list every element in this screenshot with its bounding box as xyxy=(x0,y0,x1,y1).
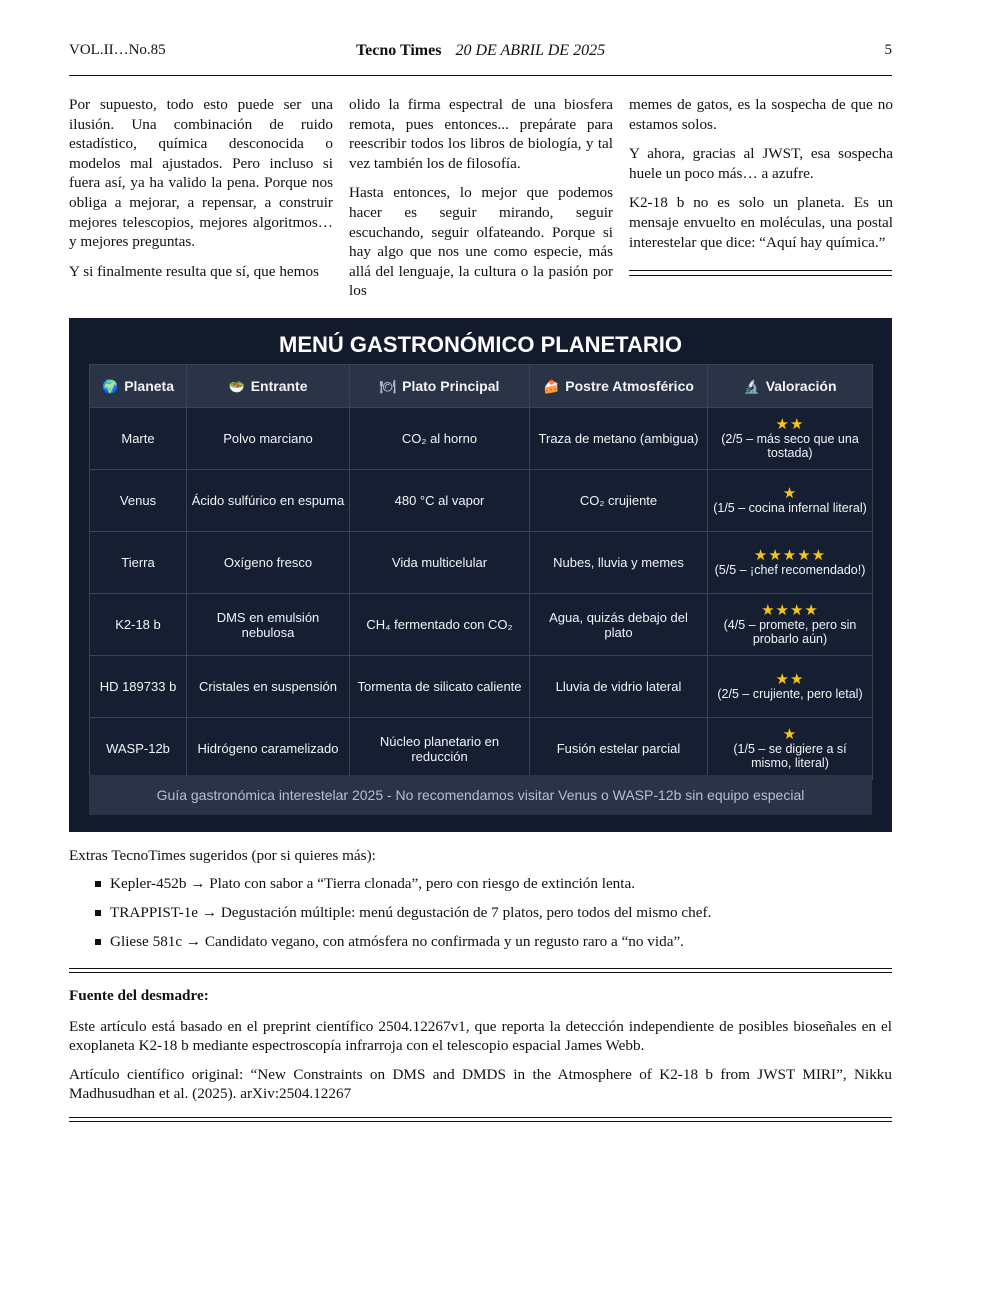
star-icon: ★ xyxy=(782,485,798,502)
planet-cell: K2-18 b xyxy=(90,594,187,656)
starter-cell: Polvo marciano xyxy=(187,408,350,470)
column-end-rule xyxy=(629,270,892,276)
source-citation: Artículo científico original: “New Constraints on DMS and DMDS in the Atmosphere of K2-18 b from JWST MIRI”, Nikku Madhusudhan et al. (2025). arXiv:2504.12267 xyxy=(69,1065,892,1103)
rating-cell xyxy=(708,656,873,718)
dessert-cell: Traza de metano (ambigua) xyxy=(530,408,708,470)
issue-date: 20 DE ABRIL DE 2025 xyxy=(455,42,606,59)
bullet-icon xyxy=(95,939,101,945)
star-icon: ★★★★ xyxy=(761,602,819,619)
header-main xyxy=(350,365,530,408)
globe-icon: 🌍 xyxy=(102,378,119,394)
menu-title: MENÚ GASTRONÓMICO PLANETARIO xyxy=(279,332,682,357)
extras-list xyxy=(69,874,892,952)
page-number: 5 xyxy=(884,42,892,58)
planet-cell: Tierra xyxy=(90,532,187,594)
rating-text: (2/5 – más seco que una tostada) xyxy=(721,432,859,460)
header-label: Valoración xyxy=(765,377,837,394)
header-rating xyxy=(708,365,873,408)
header-rule xyxy=(69,75,892,76)
header-planet xyxy=(90,365,187,408)
header-dessert xyxy=(530,365,708,408)
paragraph: olido la firma espectral de una biosfera remota, pues entonces... prepárate para reescribir todos los libros de biología, y tal vez también los de filosofía. xyxy=(349,96,613,172)
column-1 xyxy=(69,95,333,291)
rating-cell xyxy=(708,718,873,780)
star-icon: ★★ xyxy=(775,416,805,433)
rating-text: (1/5 – se digiere a sí mismo, literal) xyxy=(733,742,847,770)
main-cell: Núcleo planetario en reducción xyxy=(350,718,530,780)
table-row xyxy=(90,470,873,532)
publication-name: Tecno Times xyxy=(355,42,442,59)
planet-cell: WASP-12b xyxy=(90,718,187,780)
header-label: Postre Atmosférico xyxy=(565,377,694,394)
extras-section xyxy=(69,846,892,961)
planetary-menu-figure xyxy=(69,318,892,832)
list-item xyxy=(69,874,892,894)
starter-cell: Ácido sulfúrico en espuma xyxy=(187,470,350,532)
salad-icon: 🥗 xyxy=(228,378,245,394)
main-cell: Tormenta de silicato caliente xyxy=(350,656,530,718)
dessert-cell: Lluvia de vidrio lateral xyxy=(530,656,708,718)
section-divider xyxy=(69,968,892,973)
dessert-cell: Nubes, lluvia y memes xyxy=(530,532,708,594)
star-icon: ★ xyxy=(782,726,798,743)
source-title: Fuente del desmadre: xyxy=(69,987,209,1004)
volume-number: VOL.II…No.85 xyxy=(69,42,166,58)
masthead xyxy=(69,42,892,60)
starter-cell: Oxígeno fresco xyxy=(187,532,350,594)
starter-cell: Hidrógeno caramelizado xyxy=(187,718,350,780)
planet-cell: Venus xyxy=(90,470,187,532)
table-row xyxy=(90,718,873,780)
header-label: Planeta xyxy=(124,377,174,394)
bullet-icon xyxy=(95,910,101,916)
rating-text: (1/5 – cocina infernal literal) xyxy=(713,501,867,515)
table-row xyxy=(90,656,873,718)
dessert-cell: Fusión estelar parcial xyxy=(530,718,708,780)
paragraph: Y si finalmente resulta que sí, que hemos xyxy=(69,262,319,280)
rating-cell xyxy=(708,532,873,594)
rating-cell xyxy=(708,594,873,656)
column-3 xyxy=(629,95,893,262)
rating-cell xyxy=(708,408,873,470)
paragraph: Por supuesto, todo esto puede ser una ilusión. Una combinación de ruido estadístico, química desconocida o modelos mal ajustados. Pero incluso si fuera así, ya ha valido la pena. Porque nos obliga a mejorar, a repensar, a construir mejores telescopios, mejores algoritmos… y mejores preguntas. xyxy=(69,96,333,251)
rating-text: (2/5 – crujiente, pero letal) xyxy=(717,687,863,701)
rating-cell xyxy=(708,470,873,532)
list-item-text: Kepler-452b → Plato con sabor a “Tierra clonada”, pero con riesgo de extinción lenta. xyxy=(110,875,636,892)
star-icon: ★★★★★ xyxy=(753,547,827,564)
planet-cell: HD 189733 b xyxy=(90,656,187,718)
microscope-icon: 🔬 xyxy=(743,378,760,394)
planet-cell: Marte xyxy=(90,408,187,470)
paragraph: Y ahora, gracias al JWST, esa sospecha huele un poco más… a azufre. xyxy=(629,145,893,182)
star-icon: ★★ xyxy=(775,671,805,688)
table-row xyxy=(90,532,873,594)
rating-text: (4/5 – promete, pero sin probarlo aún) xyxy=(723,618,857,646)
paragraph: memes de gatos, es la sospecha de que no estamos solos. xyxy=(629,96,893,133)
menu-header-row xyxy=(90,365,873,408)
table-row xyxy=(90,594,873,656)
list-item xyxy=(69,932,892,952)
cake-icon: 🍰 xyxy=(543,378,560,394)
page-header xyxy=(69,42,892,64)
header-label: Entrante xyxy=(250,377,308,394)
main-cell: CO₂ al horno xyxy=(350,408,530,470)
rating-text: (5/5 – ¡chef recomendado!) xyxy=(714,563,866,577)
main-cell: 480 °C al vapor xyxy=(350,470,530,532)
header-label: Plato Principal xyxy=(402,377,500,394)
starter-cell: Cristales en suspensión xyxy=(187,656,350,718)
table-row xyxy=(90,408,873,470)
paragraph: Hasta entonces, lo mejor que podemos hacer es seguir mirando, seguir escuchando, seguir olfateando. Porque si hay algo que nos une como especie, más allá del lenguaje, la cultura o la pasión por los xyxy=(349,184,613,300)
main-cell: Vida multicelular xyxy=(350,532,530,594)
extras-intro: Extras TecnoTimes sugeridos (por si quieres más): xyxy=(69,847,376,864)
column-2 xyxy=(349,95,613,311)
list-item xyxy=(69,903,892,923)
dessert-cell: CO₂ crujiente xyxy=(530,470,708,532)
list-item-text: TRAPPIST-1e → Degustación múltiple: menú degustación de 7 platos, pero todos del mismo chef. xyxy=(110,904,712,921)
section-divider xyxy=(69,1117,892,1122)
source-section xyxy=(69,986,892,1113)
starter-cell: DMS en emulsión nebulosa xyxy=(187,594,350,656)
menu-table xyxy=(89,364,873,780)
paragraph: K2-18 b no es solo un planeta. Es un mensaje envuelto en moléculas, una postal interestelar que dice: “Aquí hay química.” xyxy=(629,194,893,251)
plate-icon: 🍽 xyxy=(379,378,397,394)
list-item-text: Gliese 581c → Candidato vegano, con atmósfera no confirmada y un regusto raro a “no vida”. xyxy=(110,933,684,950)
article-columns xyxy=(69,95,893,300)
header-starter xyxy=(187,365,350,408)
source-paragraph: Este artículo está basado en el preprint científico 2504.12267v1, que reporta la detección independiente de posibles bioseñales en el exoplaneta K2-18 b mediante espectroscopía infrarroja con el telescopio espacial James Webb. xyxy=(69,1017,892,1055)
bullet-icon xyxy=(95,881,101,887)
main-cell: CH₄ fermentado con CO₂ xyxy=(350,594,530,656)
dessert-cell: Agua, quizás debajo del plato xyxy=(530,594,708,656)
menu-footer: Guía gastronómica interestelar 2025 - No recomendamos visitar Venus o WASP-12b sin equipo especial xyxy=(89,775,872,815)
